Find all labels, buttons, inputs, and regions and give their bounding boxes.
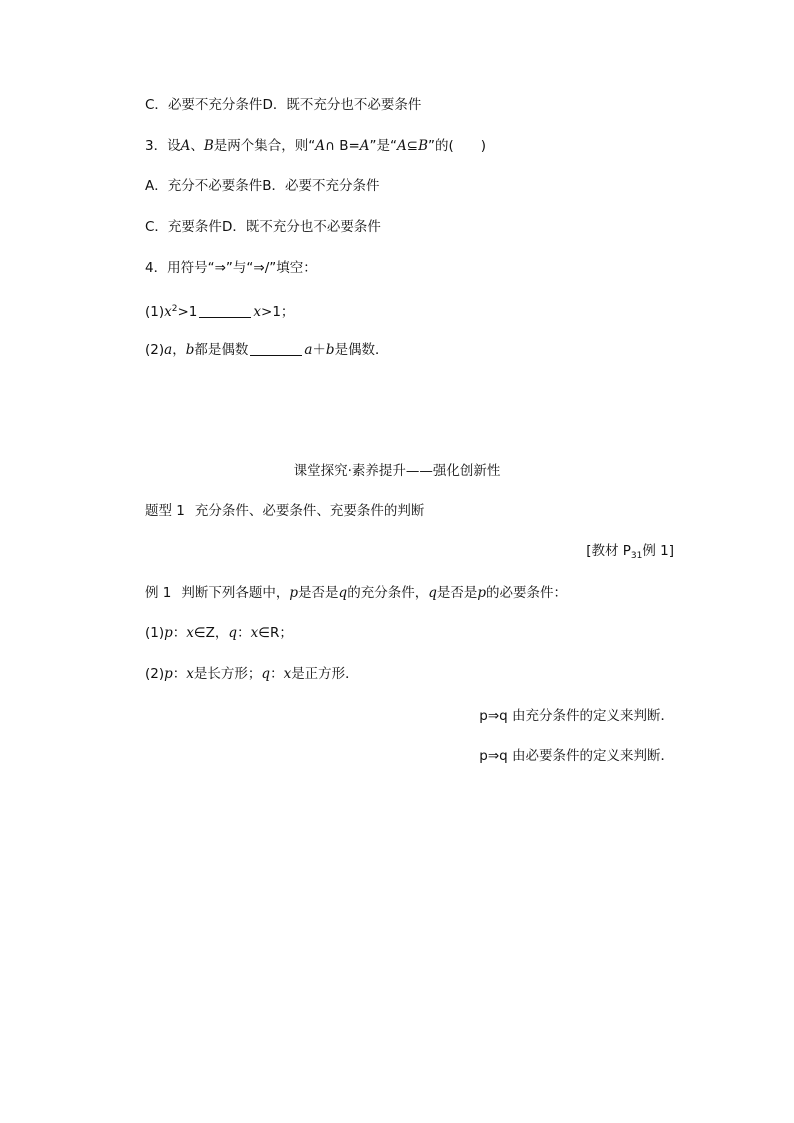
q3-options-cd <box>145 217 381 237</box>
text-segment: ： <box>270 666 284 682</box>
ref-text: 例 1] <box>642 543 674 559</box>
math-op: ＋ <box>312 342 326 358</box>
text-segment: 设 <box>167 138 181 154</box>
topic-text: 充分条件、必要条件、充要条件的判断 <box>194 503 425 519</box>
textbook-reference <box>586 541 674 566</box>
math-var: A <box>397 138 407 154</box>
text-segment: 的必要条件： <box>486 585 568 601</box>
math-op: ∈R； <box>258 625 293 641</box>
math-op: ∩ B= <box>325 138 360 154</box>
math-op: >1； <box>261 304 295 320</box>
math-op: ⊆ <box>406 138 419 154</box>
math-var: b <box>185 342 195 358</box>
text-segment: ， <box>172 342 186 358</box>
option-c-text: 必要不充分条件 <box>167 97 263 113</box>
math-var: q <box>338 585 348 601</box>
section-title: 课堂探究·素养提升——强化创新性 <box>293 463 501 479</box>
text-segment: 的充分条件， <box>347 585 429 601</box>
option-d-text: 既不充分也不必要条件 <box>286 97 422 113</box>
question-number: 3． <box>145 138 168 154</box>
text-segment: ”是“ <box>369 138 398 154</box>
math-op: >1 <box>177 304 198 320</box>
hint-necessary: p⇒q 由必要条件的定义来判断． <box>479 748 674 764</box>
fill-blank[interactable] <box>199 303 251 318</box>
example-label: 例 1 <box>145 585 172 601</box>
example-stem <box>145 583 567 603</box>
math-var: x <box>253 304 262 320</box>
math-var: A <box>359 138 370 154</box>
math-var: B <box>418 138 428 154</box>
text-segment: 都是偶数 <box>194 342 249 358</box>
math-var: x <box>283 666 292 682</box>
math-var: p <box>164 625 173 641</box>
text-segment: ： <box>237 625 251 641</box>
text-segment: 是否是 <box>436 585 478 601</box>
answer-paren: ”的( ) <box>428 138 487 154</box>
math-var: b <box>325 342 335 358</box>
topic-heading <box>145 501 424 521</box>
option-b: B．必要不充分条件 <box>262 178 380 194</box>
math-var: x <box>250 625 259 641</box>
math-var: p <box>477 585 487 601</box>
math-var: q <box>228 625 238 641</box>
ref-page-subscript: 31 <box>630 551 643 561</box>
ref-text: [教材 P <box>586 543 631 559</box>
math-op: ∈Z， <box>193 625 229 641</box>
math-var: A <box>180 138 191 154</box>
text-segment: 是偶数． <box>334 342 389 358</box>
q2-options-cd <box>145 95 421 115</box>
q3-options-ab <box>145 176 380 196</box>
part-prefix: (1) <box>145 625 165 641</box>
math-var: a <box>304 342 313 358</box>
part-prefix: (2) <box>145 342 165 358</box>
text-segment: 是两个集合，则“ <box>213 138 316 154</box>
q4-stem: 4．用符号“⇒”与“⇒/”填空： <box>145 260 317 276</box>
math-var: A <box>315 138 326 154</box>
math-var: x <box>164 304 172 320</box>
math-var: x <box>186 625 194 641</box>
option-d: D．既不充分也不必要条件 <box>221 219 381 235</box>
math-var: q <box>261 666 271 682</box>
part-prefix: (1) <box>145 304 165 320</box>
option-d-prefix: D． <box>262 97 287 113</box>
option-a: A．充分不必要条件 <box>145 178 263 194</box>
option-c-prefix: C． <box>145 97 168 113</box>
option-c: C．充要条件 <box>145 219 222 235</box>
example-item-2 <box>145 664 359 684</box>
example-item-1 <box>145 623 293 643</box>
q3-stem <box>145 136 486 156</box>
exponent: 2 <box>171 304 178 314</box>
text-segment: 、 <box>190 138 204 154</box>
math-var: q <box>428 585 437 601</box>
math-var: p <box>289 585 299 601</box>
math-var: p <box>164 666 173 682</box>
q4-part1 <box>145 299 294 322</box>
part-prefix: (2) <box>145 666 165 682</box>
fill-blank[interactable] <box>250 341 302 356</box>
text-segment: 是正方形． <box>291 666 359 682</box>
math-var: a <box>164 342 173 358</box>
text-segment: ： <box>172 666 187 682</box>
hint-sufficient: p⇒q 由充分条件的定义来判断． <box>479 708 674 724</box>
q4-part2 <box>145 340 389 360</box>
math-var: B <box>203 138 214 154</box>
text-segment: 是否是 <box>298 585 339 601</box>
text-segment: ： <box>172 625 187 641</box>
text-segment: 判断下列各题中， <box>181 585 290 601</box>
topic-label: 题型 1 <box>145 503 185 519</box>
math-var: x <box>186 666 194 682</box>
text-segment: 是长方形； <box>193 666 262 682</box>
